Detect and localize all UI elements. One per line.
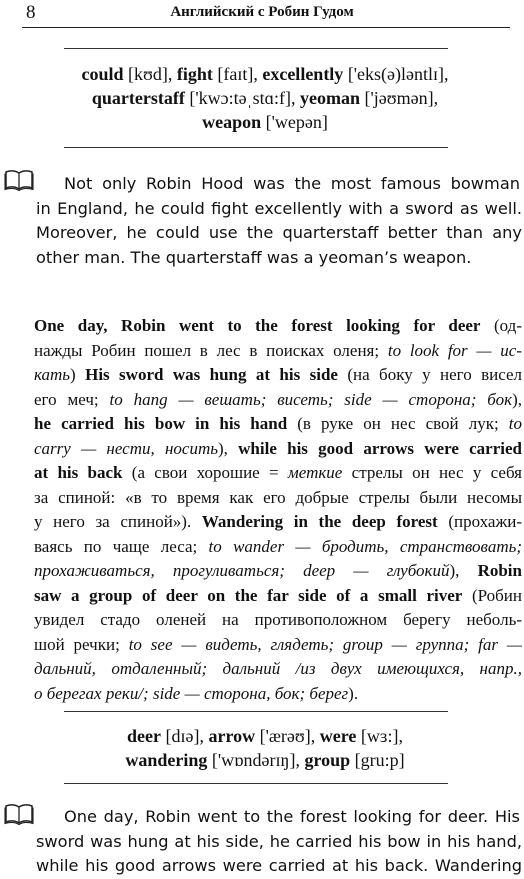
vocab-word: quarterstaff [91, 88, 185, 108]
text-line: Moreover, he could use the quarterstaff better than any [36, 223, 522, 243]
translation-text: (од- [480, 316, 522, 335]
open-book-icon [4, 803, 34, 825]
paragraph-plain-2 [64, 805, 520, 830]
vocab-word: group [304, 750, 351, 770]
open-book-icon [4, 169, 34, 191]
annotated-paragraph [34, 314, 522, 706]
translation-text: увидел стадо оленей на противоположном берегу неболь- [34, 610, 522, 629]
vocab-rule-top [64, 48, 448, 49]
gloss-italic: to hang — вешать; висеть; side — сторона; бок [109, 389, 513, 409]
vocab-transcription: [dɪə], [161, 726, 209, 746]
vocab-transcription: ['wepən] [261, 112, 328, 132]
text-line: One day, Robin went to the forest looking for deer. His [64, 807, 520, 826]
text-line: Not only Robin Hood was the most famous bowman [64, 174, 520, 193]
vocab-word: weapon [202, 112, 262, 132]
vocab-transcription: [gru:p] [350, 750, 405, 770]
vocab-line [50, 110, 480, 134]
translation-text: (а свои хорошие = [122, 463, 288, 482]
vocab-transcription: ['kwɔ:təˌstɑ:f], [184, 88, 300, 108]
annotated-line [34, 486, 522, 511]
annotated-line [34, 314, 522, 339]
vocab-line [50, 724, 480, 748]
annotated-line [34, 559, 522, 584]
translation-text: у него за спиной»). [34, 512, 202, 531]
running-title: Английский с Робин Гудом [170, 4, 354, 20]
annotated-line [34, 339, 522, 364]
vocab-line [50, 86, 480, 110]
translation-text: ), [218, 438, 239, 458]
gloss-italic: кать [34, 365, 71, 384]
annotated-line [34, 682, 522, 707]
text-line: in England, he could fight excellently with a sword as well. [36, 198, 522, 218]
paragraph-plain-1 [64, 172, 520, 197]
annotated-line [34, 633, 522, 658]
vocab-transcription: [kʊd], [123, 64, 177, 84]
vocab-word: were [319, 726, 357, 746]
vocab-word: deer [127, 726, 162, 746]
translation-text: ваясь по чаще леса; [34, 536, 209, 556]
english-phrase: His sword was hung at his side [85, 365, 338, 384]
vocab-word: yeoman [300, 88, 360, 108]
gloss-italic: прохаживаться, прогуливаться; deep — глубокий [34, 561, 450, 580]
translation-text: ) [70, 365, 86, 384]
vocab-transcription: ['eks(ə)ləntlɪ], [343, 64, 449, 84]
english-phrase: at his back [34, 463, 123, 482]
translation-text: ). [348, 683, 359, 703]
paragraph-plain-2-cont [36, 830, 522, 879]
text-line: while his good arrows were carried at his back. Wandering [36, 856, 522, 876]
vocab-line [50, 62, 480, 86]
header-rule [22, 27, 510, 28]
gloss-italic: carry — нести, носить [34, 438, 218, 458]
vocab-word: wandering [125, 750, 208, 770]
translation-text: за спиной: «в то время как его добрые стрелы были несомы [34, 487, 522, 507]
english-phrase: Wandering in the deep forest [201, 512, 438, 531]
vocab-transcription: [faɪt], [212, 64, 263, 84]
vocab-transcription: ['wɒndərɪŋ], [207, 750, 305, 770]
vocab-rule-bottom [64, 147, 448, 148]
annotated-line [34, 461, 522, 486]
vocab-transcription: ['jəʊmən], [360, 88, 439, 108]
vocab-word: excellently [262, 64, 344, 84]
vocab-transcription: ['ærəʊ], [255, 726, 320, 746]
annotated-line [34, 388, 522, 413]
text-line: other man. The quarterstaff was a yeoman’s weapon. [36, 247, 472, 267]
translation-text: (Робин [462, 585, 522, 605]
annotated-line [34, 608, 522, 633]
translation-text: ), [512, 389, 522, 409]
vocab-word: fight [176, 64, 213, 84]
vocab-word: arrow [208, 726, 256, 746]
english-phrase: Robin [477, 561, 522, 580]
vocab-block-1 [50, 62, 480, 134]
gloss-italic: меткие [287, 463, 343, 482]
vocab-rule-bottom [64, 783, 448, 784]
annotated-line [34, 437, 522, 462]
vocab-rule-top [64, 711, 448, 712]
translation-text: стрелы он нес у себя [342, 463, 523, 482]
annotated-line [34, 363, 522, 388]
english-phrase: he carried his bow in his hand [34, 414, 288, 433]
annotated-line [34, 510, 522, 535]
translation-text: (прохажи- [437, 512, 522, 531]
gloss-italic: to see — видеть, глядеть; group — группа; far — [128, 634, 522, 654]
translation-text: ), [449, 561, 478, 580]
translation-text: нажды Робин пошел в лес в поисках оленя; [34, 340, 388, 360]
paragraph-plain-1-cont [36, 197, 522, 271]
vocab-line [50, 748, 480, 772]
page-number: 8 [26, 2, 36, 23]
vocab-word: could [81, 64, 124, 84]
gloss-italic: дальний, отдаленный; дальний /из двух имеющихся, напр., [34, 659, 522, 678]
translation-text: (на боку у него висел [337, 365, 522, 384]
annotated-line [34, 535, 522, 560]
english-phrase: while his good arrows were carried [238, 438, 522, 458]
gloss-italic: о берегах реки/; side — сторона, бок; берег [34, 683, 349, 703]
vocab-transcription: [wɜ:], [356, 726, 403, 746]
english-phrase: One day, Robin went to the forest looking for deer [34, 316, 481, 335]
vocab-block-2 [50, 724, 480, 772]
text-line: sword was hung at his side, he carried his bow in his hand, [36, 831, 522, 851]
annotated-line [34, 584, 522, 609]
gloss-italic: to look for — ис- [387, 340, 522, 360]
translation-text: шой речки; [34, 634, 129, 654]
english-phrase: saw a group of deer on the far side of a small river [34, 585, 463, 605]
gloss-italic: to [508, 414, 522, 433]
translation-text: (в руке он нес свой лук; [287, 414, 509, 433]
translation-text: его меч; [34, 389, 110, 409]
annotated-line [34, 657, 522, 682]
annotated-line [34, 412, 522, 437]
gloss-italic: to wander — бродить, странствовать; [208, 536, 522, 556]
